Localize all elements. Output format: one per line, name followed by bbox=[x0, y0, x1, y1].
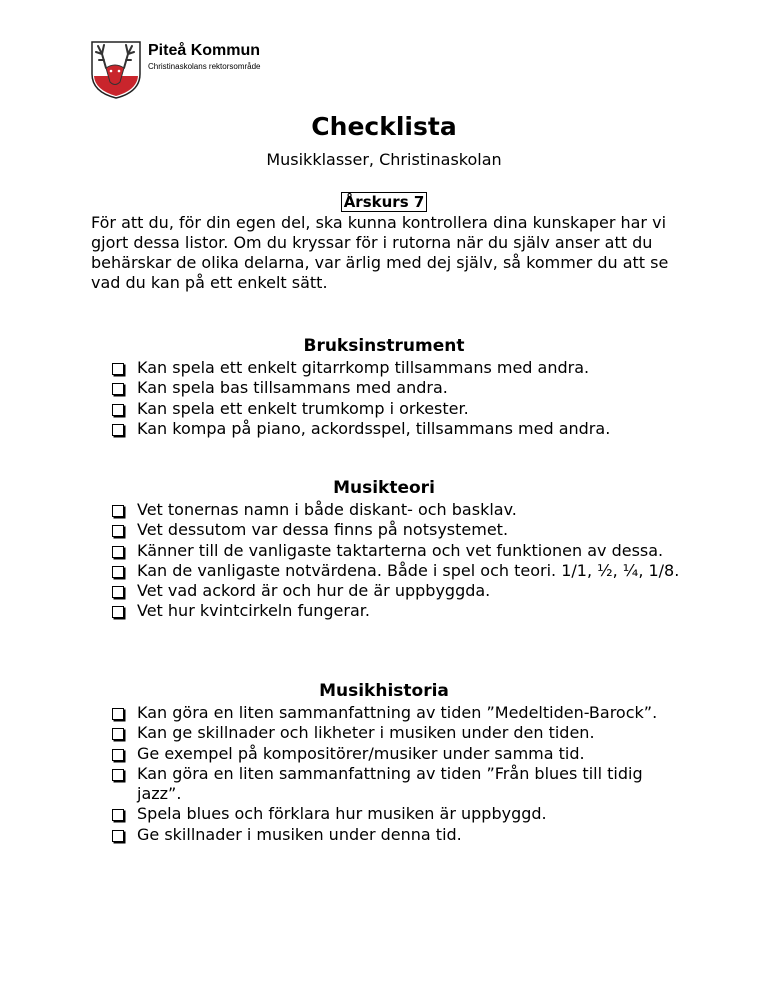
checkbox[interactable] bbox=[112, 404, 124, 416]
checkbox[interactable] bbox=[112, 708, 124, 720]
section-heading-bruksinstrument: Bruksinstrument bbox=[303, 336, 465, 356]
list-item: Ge skillnader i musiken under denna tid. bbox=[112, 825, 687, 845]
checkbox[interactable] bbox=[112, 546, 124, 558]
list-item: Kan spela bas tillsammans med andra. bbox=[112, 378, 687, 398]
checkbox[interactable] bbox=[112, 769, 124, 781]
list-item: Kan ge skillnader och likheter i musiken under den tiden. bbox=[112, 723, 687, 743]
section-heading-musikteori: Musikteori bbox=[333, 478, 435, 498]
page-subtitle: Musikklasser, Christinaskolan bbox=[266, 150, 502, 169]
list-item: Kan göra en liten sammanfattning av tiden ”Från blues till tidig jazz”. bbox=[112, 764, 687, 805]
checkbox[interactable] bbox=[112, 505, 124, 517]
list-item: Ge exempel på kompositörer/musiker under samma tid. bbox=[112, 744, 687, 764]
checklist-bruksinstrument bbox=[112, 358, 687, 439]
list-item: Kan göra en liten sammanfattning av tiden ”Medeltiden-Barock”. bbox=[112, 703, 687, 723]
intro-paragraph: För att du, för din egen del, ska kunna kontrollera dina kunskaper har vi gjort dessa listor. Om du kryssar för i rutorna när du själv anser att du behärskar de olika delarna, var ärlig med dej själv, så kommer du att se vad du kan på ett enkelt sätt. bbox=[91, 213, 669, 292]
checkbox[interactable] bbox=[112, 363, 124, 375]
list-item: Kan spela ett enkelt gitarrkomp tillsammans med andra. bbox=[112, 358, 687, 378]
list-item: Spela blues och förklara hur musiken är uppbyggd. bbox=[112, 804, 687, 824]
checkbox[interactable] bbox=[112, 749, 124, 761]
grade-container bbox=[0, 192, 768, 212]
section-heading-musikhistoria: Musikhistoria bbox=[319, 681, 449, 701]
list-item: Vet dessutom var dessa finns på notsystemet. bbox=[112, 520, 687, 540]
checklist-musikteori bbox=[112, 500, 687, 622]
checkbox[interactable] bbox=[112, 586, 124, 598]
checkbox[interactable] bbox=[112, 424, 124, 436]
checkbox[interactable] bbox=[112, 728, 124, 740]
checkbox[interactable] bbox=[112, 566, 124, 578]
list-item: Vet tonernas namn i både diskant- och basklav. bbox=[112, 500, 687, 520]
org-subtitle: Christinaskolans rektorsområde bbox=[148, 62, 261, 71]
org-name: Piteå Kommun bbox=[148, 42, 261, 59]
grade-label: Årskurs 7 bbox=[341, 192, 428, 212]
checkbox[interactable] bbox=[112, 606, 124, 618]
list-item: Vet vad ackord är och hur de är uppbyggda. bbox=[112, 581, 687, 601]
checkbox[interactable] bbox=[112, 830, 124, 842]
checkbox[interactable] bbox=[112, 383, 124, 395]
list-item: Vet hur kvintcirkeln fungerar. bbox=[112, 601, 687, 621]
list-item: Kan de vanligaste notvärdena. Både i spel och teori. 1/1, ½, ¼, 1/8. bbox=[112, 561, 687, 581]
list-item: Kan spela ett enkelt trumkomp i orkester. bbox=[112, 399, 687, 419]
checklist-musikhistoria bbox=[112, 703, 687, 845]
list-item: Känner till de vanligaste taktarterna och vet funktionen av dessa. bbox=[112, 541, 687, 561]
page-title: Checklista bbox=[311, 112, 457, 141]
list-item: Kan kompa på piano, ackordsspel, tillsammans med andra. bbox=[112, 419, 687, 439]
checkbox[interactable] bbox=[112, 809, 124, 821]
checkbox[interactable] bbox=[112, 525, 124, 537]
